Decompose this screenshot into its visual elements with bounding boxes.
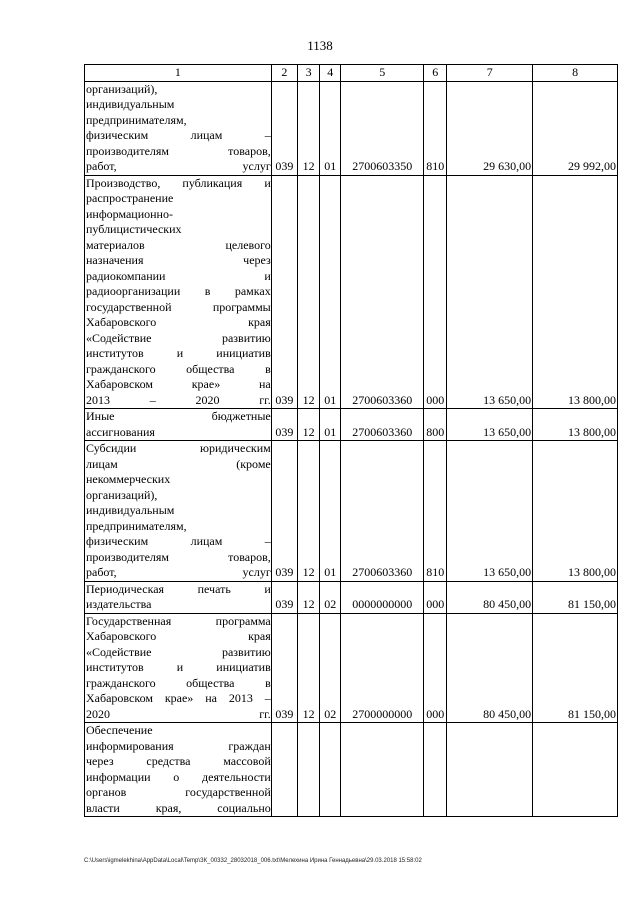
- expense-type-code: [424, 723, 447, 817]
- description-line: 2013 – 2020 гг.: [86, 392, 271, 407]
- section-code: [297, 723, 319, 817]
- description-line: власти края, социально: [86, 800, 271, 815]
- ministry-code: 039: [271, 441, 297, 582]
- description-line: назначения через: [86, 253, 271, 267]
- ministry-code: [271, 723, 297, 817]
- description-line: Государственная программа: [86, 613, 271, 628]
- description-line: организаций),: [86, 487, 158, 502]
- ministry-code: 039: [271, 581, 297, 613]
- amount-2020: 29 992,00: [533, 81, 618, 175]
- amount-2019: 80 450,00: [447, 581, 533, 613]
- amount-2020: 81 150,00: [533, 581, 618, 613]
- section-code: 12: [297, 441, 319, 582]
- subsection-code: 02: [320, 613, 341, 723]
- file-path-footer: C:\Users\igmelekhina\AppData\Local\Temp\ЗК_00332_28032018_006.txt\Мелехина Ирина Геннадьевна\29.03.2018 15:58:02: [84, 858, 422, 864]
- description-line: индивидуальным: [86, 97, 175, 111]
- description-line: государственной программы: [86, 299, 271, 314]
- row-description: [85, 175, 272, 409]
- description-line: индивидуальным: [86, 503, 175, 517]
- description-line: радиоорганизации в рамках: [86, 284, 271, 298]
- description-line: институтов и инициатив: [86, 346, 271, 360]
- target-article-code: 0000000000: [341, 581, 424, 613]
- header-cell: 5: [341, 65, 424, 82]
- amount-2020: 81 150,00: [533, 613, 618, 723]
- header-cell: 4: [320, 65, 341, 82]
- header-cell: 7: [447, 65, 533, 82]
- description-line: Производство, публикация и: [86, 175, 271, 190]
- target-article-code: 2700000000: [341, 613, 424, 723]
- description-line: Хабаровского края: [86, 629, 271, 643]
- description-line: физическим лицам –: [86, 534, 271, 548]
- description-line: издательства: [86, 597, 152, 611]
- description-line: распространение: [86, 191, 174, 205]
- expense-type-code: 800: [424, 409, 447, 441]
- expense-type-code: 810: [424, 441, 447, 582]
- description-line: «Содействие развитию: [86, 330, 271, 345]
- expense-type-code: 000: [424, 613, 447, 723]
- description-line: предпринимателям,: [86, 112, 187, 127]
- amount-2019: 13 650,00: [447, 409, 533, 441]
- expense-type-code: 810: [424, 81, 447, 175]
- amount-2020: [533, 723, 618, 817]
- description-line: материалов целевого: [86, 237, 271, 252]
- description-line: публицистических: [86, 222, 182, 236]
- table-row: [85, 723, 618, 817]
- table-row: [85, 409, 618, 441]
- expense-type-code: 000: [424, 175, 447, 409]
- amount-2019: [447, 723, 533, 817]
- description-line: информирования граждан: [86, 738, 271, 753]
- description-line: радиокомпании и: [86, 268, 271, 283]
- description-line: Хабаровском крае» на 2013 –: [86, 691, 271, 705]
- subsection-code: 01: [320, 441, 341, 582]
- description-line: некоммерческих: [86, 472, 171, 486]
- table-row: [85, 175, 618, 409]
- table-header-row: [85, 65, 618, 82]
- section-code: 12: [297, 409, 319, 441]
- description-line: работ, услуг: [86, 159, 271, 173]
- page-number: 1138: [307, 38, 333, 53]
- header-cell: 6: [424, 65, 447, 82]
- expense-type-code: 000: [424, 581, 447, 613]
- amount-2020: 13 800,00: [533, 409, 618, 441]
- amount-2019: 29 630,00: [447, 81, 533, 175]
- amount-2019: 13 650,00: [447, 175, 533, 409]
- target-article-code: [341, 723, 424, 817]
- description-line: информационно-: [86, 206, 173, 221]
- row-description: [85, 81, 272, 175]
- subsection-code: [320, 723, 341, 817]
- subsection-code: 01: [320, 81, 341, 175]
- description-line: институтов и инициатив: [86, 660, 271, 674]
- description-line: «Содействие развитию: [86, 644, 271, 659]
- description-line: работ, услуг: [86, 565, 271, 579]
- section-code: 12: [297, 613, 319, 723]
- amount-2020: 13 800,00: [533, 175, 618, 409]
- description-line: 2020 гг.: [86, 706, 271, 721]
- ministry-code: 039: [271, 175, 297, 409]
- target-article-code: 2700603350: [341, 81, 424, 175]
- description-line: предпринимателям,: [86, 518, 187, 533]
- subsection-code: 01: [320, 175, 341, 409]
- amount-2020: 13 800,00: [533, 441, 618, 582]
- ministry-code: 039: [271, 409, 297, 441]
- target-article-code: 2700603360: [341, 441, 424, 582]
- row-description: [85, 613, 272, 723]
- description-line: физическим лицам –: [86, 128, 271, 142]
- section-code: 12: [297, 81, 319, 175]
- description-line: гражданского общества в: [86, 675, 271, 690]
- header-cell: 8: [533, 65, 618, 82]
- description-line: органов государственной: [86, 785, 271, 799]
- amount-2019: 13 650,00: [447, 441, 533, 582]
- description-line: Периодическая печать и: [86, 581, 271, 596]
- description-line: ассигнования: [86, 424, 155, 439]
- table-row: [85, 581, 618, 613]
- description-line: информации о деятельности: [86, 769, 271, 784]
- target-article-code: 2700603360: [341, 409, 424, 441]
- header-cell: 2: [271, 65, 297, 82]
- description-line: гражданского общества в: [86, 361, 271, 376]
- section-code: 12: [297, 581, 319, 613]
- header-cell: 3: [297, 65, 319, 82]
- amount-2019: 80 450,00: [447, 613, 533, 723]
- ministry-code: 039: [271, 81, 297, 175]
- row-description: [85, 723, 272, 817]
- description-line: производителям товаров,: [86, 549, 271, 564]
- budget-table: [84, 64, 618, 817]
- description-line: лицам (кроме: [86, 456, 271, 471]
- table-row: [85, 81, 618, 175]
- row-description: [85, 409, 272, 441]
- row-description: [85, 441, 272, 582]
- target-article-code: 2700603360: [341, 175, 424, 409]
- description-line: через средства массовой: [86, 754, 271, 768]
- description-line: Обеспечение: [86, 723, 153, 737]
- subsection-code: 01: [320, 409, 341, 441]
- description-line: производителям товаров,: [86, 143, 271, 158]
- section-code: 12: [297, 175, 319, 409]
- description-line: Субсидии юридическим: [86, 441, 271, 455]
- header-cell: 1: [85, 65, 272, 82]
- description-line: Хабаровского края: [86, 315, 271, 329]
- description-line: организаций),: [86, 81, 158, 96]
- table-row: [85, 613, 618, 723]
- table-row: [85, 441, 618, 582]
- description-line: Хабаровском крае» на: [86, 377, 271, 391]
- description-line: Иные бюджетные: [86, 409, 271, 423]
- ministry-code: 039: [271, 613, 297, 723]
- row-description: [85, 581, 272, 613]
- subsection-code: 02: [320, 581, 341, 613]
